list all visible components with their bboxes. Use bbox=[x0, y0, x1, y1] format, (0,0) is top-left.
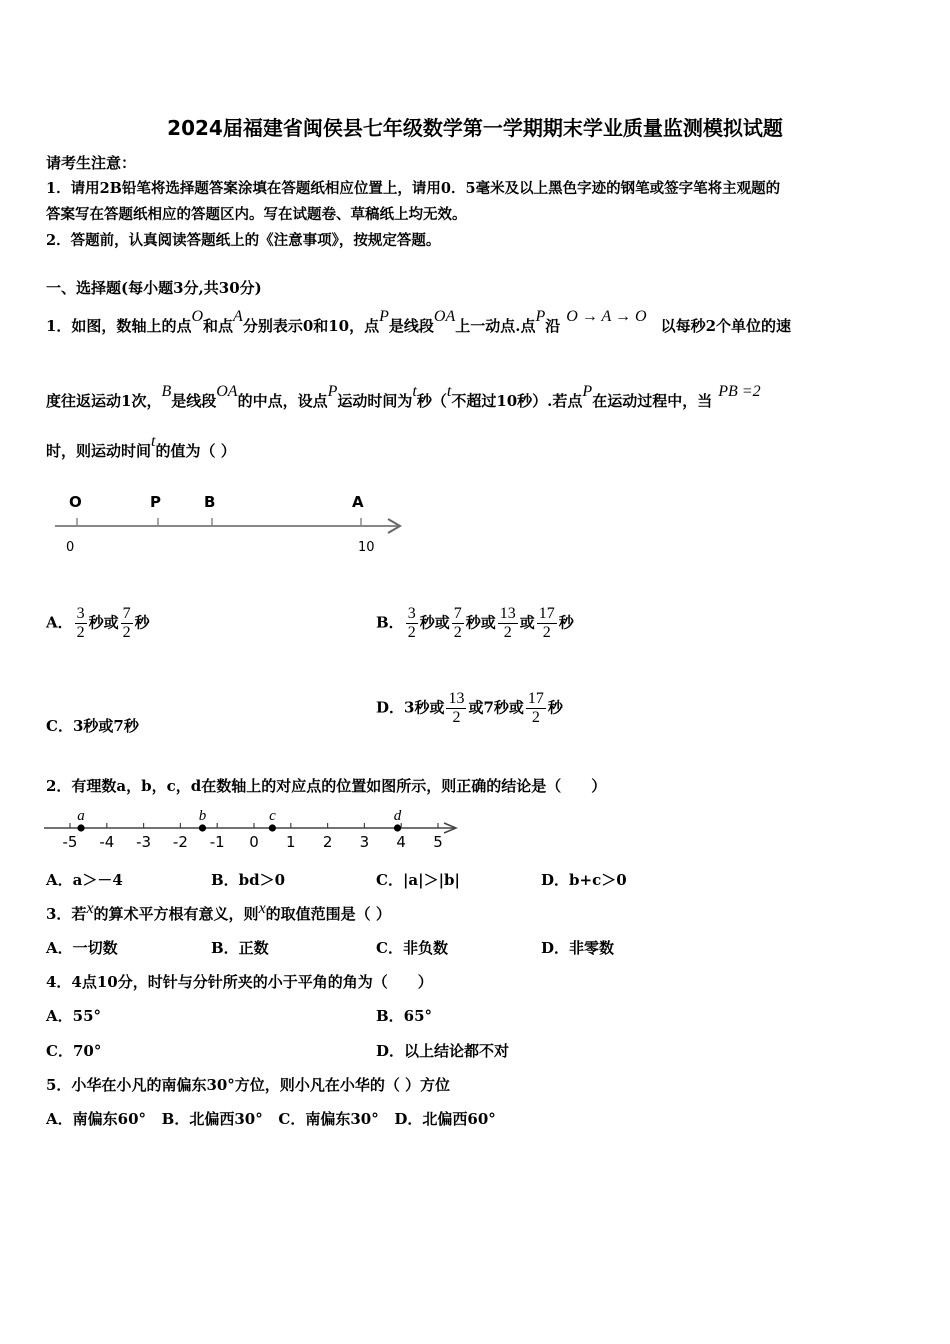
q4-option-d[interactable]: D．以上结论都不对 bbox=[376, 1042, 510, 1060]
q2-option-a[interactable]: A．a＞－4 bbox=[46, 871, 123, 889]
notice-line-3: 2．答题前，认真阅读答题纸上的《注意事项》，按规定答题。 bbox=[46, 232, 441, 249]
q1-math: t bbox=[151, 433, 156, 450]
fraction: $\frac{13}{2}$ bbox=[499, 605, 516, 641]
q1-label-b: B bbox=[204, 493, 216, 511]
fraction: $\frac{17}{2}$ bbox=[538, 605, 555, 641]
option-letter: A． bbox=[46, 613, 73, 632]
q2-point-label-b: b bbox=[198, 808, 207, 824]
q2-tick-label: -3 bbox=[136, 833, 152, 851]
q1-math: B bbox=[161, 383, 172, 400]
q1-math: t bbox=[446, 383, 452, 400]
q4-option-c[interactable]: C．70° bbox=[46, 1042, 102, 1060]
fraction: $\frac{3}{2}$ bbox=[407, 605, 416, 641]
q2-point-a bbox=[77, 824, 84, 831]
notice-line-2: 答案写在答题纸相应的答题区内。写在试题卷、草稿纸上均无效。 bbox=[46, 206, 467, 223]
q3-math: x bbox=[86, 900, 94, 917]
q1-text: 和点 bbox=[203, 317, 234, 335]
q2-tick-label: -2 bbox=[172, 833, 188, 851]
q1-text: 时，则运动时间 bbox=[46, 442, 152, 460]
q1-line-2 bbox=[46, 383, 761, 411]
q3-stem bbox=[46, 900, 391, 924]
q3-option-d[interactable]: D．非零数 bbox=[541, 939, 615, 957]
q1-text: 秒（ bbox=[416, 392, 447, 410]
fraction: $\frac{7}{2}$ bbox=[122, 605, 131, 641]
option-letter: D． bbox=[376, 698, 405, 717]
q2-option-d[interactable]: D．b+c＞0 bbox=[541, 871, 627, 889]
q1-math: P bbox=[379, 308, 389, 325]
option-letter: C． bbox=[46, 717, 73, 735]
q2-tick-label: -5 bbox=[62, 833, 78, 851]
q1-math: OA bbox=[433, 308, 456, 325]
q4-option-b[interactable]: B．65° bbox=[376, 1007, 433, 1025]
q1-option-a[interactable]: A． $\frac{3}{2}$ 秒或 $\frac{7}{2}$ 秒 bbox=[46, 605, 150, 641]
q1-math: P bbox=[327, 383, 338, 400]
q2-point-d bbox=[394, 824, 401, 831]
q2-tick-label: 0 bbox=[249, 833, 259, 851]
notice-heading: 请考生注意： bbox=[46, 154, 137, 172]
q1-text: 运动时间为 bbox=[337, 392, 413, 410]
q1-text: 的值为（ ） bbox=[155, 442, 236, 460]
q3-math: x bbox=[258, 900, 266, 917]
fraction: $\frac{17}{2}$ bbox=[527, 690, 544, 726]
fraction: $\frac{7}{2}$ bbox=[453, 605, 462, 641]
notice-line-1: 1．请用2B铅笔将选择题答案涂填在答题纸相应位置上，请用0．5毫米及以上黑色字迹的钢笔或签字笔将主观题的 bbox=[46, 180, 781, 197]
q2-point-label-c: c bbox=[269, 808, 276, 824]
q2-point-c bbox=[269, 824, 276, 831]
q1-label-a: A bbox=[352, 493, 364, 511]
q1-tick-label-10: 10 bbox=[358, 540, 375, 555]
q1-text: 沿 bbox=[545, 317, 561, 335]
q1-text: 是线段 bbox=[171, 392, 217, 410]
q2-point-label-d: d bbox=[393, 808, 402, 824]
q1-text: 的中点，设点 bbox=[237, 392, 328, 410]
q3-text: 的算术平方根有意义，则 bbox=[93, 905, 259, 923]
q1-text: 分别表示0和10，点 bbox=[242, 317, 380, 335]
q1-math: O → A → O bbox=[566, 308, 647, 325]
q1-text: 上一动点.点 bbox=[455, 317, 536, 335]
q5-stem: 5．小华在小凡的南偏东30°方位，则小凡在小华的（ ）方位 bbox=[46, 1076, 451, 1094]
fraction: $\frac{3}{2}$ bbox=[76, 605, 85, 641]
q2-stem: 2．有理数a，b，c，d在数轴上的对应点的位置如图所示，则正确的结论是（ ） bbox=[46, 777, 607, 795]
q1-number-line-figure bbox=[50, 485, 410, 560]
q1-text: 度往返运动1次， bbox=[46, 392, 162, 410]
q1-line-1 bbox=[46, 308, 792, 336]
q2-tick-label: 3 bbox=[359, 833, 370, 851]
q1-math: P bbox=[535, 308, 546, 325]
q2-tick-label: 1 bbox=[286, 833, 296, 851]
q2-tick-label: 4 bbox=[396, 833, 406, 851]
q1-math: OA bbox=[216, 383, 238, 400]
q3-option-c[interactable]: C．非负数 bbox=[376, 939, 448, 957]
q1-option-b[interactable]: B． $\frac{3}{2}$ 秒或 $\frac{7}{2}$ 秒或 $\frac{13}{2}$ 或 $\frac{17}{2}$ 秒 bbox=[376, 605, 574, 641]
q1-math: O bbox=[191, 308, 204, 325]
q1-math: t bbox=[412, 383, 417, 400]
q3-text: 3．若 bbox=[46, 905, 87, 923]
page-title: 2024届福建省闽侯县七年级数学第一学期期末学业质量监测模拟试题 bbox=[167, 116, 783, 140]
q1-tick-label-0: 0 bbox=[66, 540, 75, 555]
q3-option-a[interactable]: A．一切数 bbox=[46, 939, 118, 957]
q2-option-b[interactable]: B．bd＞0 bbox=[211, 871, 286, 889]
q3-option-b[interactable]: B．正数 bbox=[211, 939, 269, 957]
option-text: 3秒或7秒 bbox=[72, 717, 139, 735]
q2-point-b bbox=[199, 824, 206, 831]
q1-label-o: O bbox=[69, 493, 82, 511]
q1-text: 不超过10秒）.若点 bbox=[451, 392, 583, 410]
section-heading: 一、选择题(每小题3分,共30分) bbox=[46, 279, 262, 297]
q4-stem: 4．4点10分，时针与分针所夹的小于平角的角为（ ） bbox=[46, 973, 433, 991]
q1-text: 在运动过程中，当 bbox=[592, 392, 713, 410]
q1-text: 1．如图，数轴上的点 bbox=[46, 317, 192, 335]
q1-label-p: P bbox=[150, 493, 161, 511]
q2-option-c[interactable]: C．|a|＞|b| bbox=[376, 871, 460, 889]
q1-math: PB =2 bbox=[718, 383, 761, 400]
q4-option-a[interactable]: A．55° bbox=[46, 1007, 102, 1025]
q5-options[interactable]: A．南偏东60° B．北偏西30° C．南偏东30° D．北偏西60° bbox=[46, 1110, 496, 1128]
q1-option-d[interactable]: D．3秒或 $\frac{13}{2}$ 或7秒或 $\frac{17}{2}$ 秒 bbox=[376, 690, 563, 726]
q1-text: 以每秒2个单位的速 bbox=[660, 317, 792, 335]
fraction: $\frac{13}{2}$ bbox=[448, 690, 465, 726]
q2-tick-label: -1 bbox=[209, 833, 225, 851]
q1-math: A bbox=[233, 308, 243, 325]
q1-math: P bbox=[582, 383, 593, 400]
q1-text: 是线段 bbox=[388, 317, 434, 335]
q2-number-line-figure bbox=[40, 800, 470, 854]
q2-tick-label: -4 bbox=[99, 833, 115, 851]
q1-option-c[interactable] bbox=[46, 715, 139, 736]
option-letter: B． bbox=[376, 613, 404, 632]
q3-text: 的取值范围是（ ） bbox=[265, 905, 391, 923]
q2-tick-label: 2 bbox=[322, 833, 333, 851]
q1-line-3 bbox=[46, 433, 236, 461]
q2-tick-label: 5 bbox=[433, 833, 443, 851]
q2-point-label-a: a bbox=[77, 808, 85, 824]
